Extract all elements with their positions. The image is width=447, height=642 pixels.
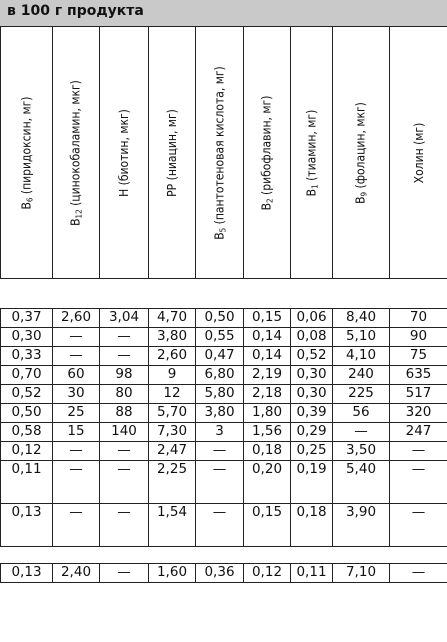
table-cell: 0,19 bbox=[291, 461, 333, 504]
table-cell: 2,25 bbox=[149, 461, 196, 504]
table-cell: 0,12 bbox=[244, 564, 291, 583]
table-cell: — bbox=[333, 423, 390, 442]
column-header-label bbox=[69, 80, 84, 226]
column-header-main: B bbox=[68, 217, 83, 226]
column-header-subscript: 1 bbox=[310, 183, 319, 189]
table-cell: 4,10 bbox=[333, 347, 390, 366]
table-cell: — bbox=[100, 442, 149, 461]
table-row bbox=[1, 366, 447, 385]
table-cell: 3,80 bbox=[149, 328, 196, 347]
table-cell: 1,80 bbox=[244, 404, 291, 423]
table-cell: 12 bbox=[149, 385, 196, 404]
table-cell: 0,11 bbox=[1, 461, 53, 504]
table-cell: 0,15 bbox=[244, 504, 291, 547]
column-header-main: B bbox=[19, 201, 33, 210]
table-cell: 0,50 bbox=[196, 309, 244, 328]
table-cell: 0,30 bbox=[291, 385, 333, 404]
column-header-text: (рибофлавин, мг) bbox=[259, 95, 274, 198]
column-header-label bbox=[412, 122, 426, 183]
table-cell: 5,40 bbox=[333, 461, 390, 504]
table-cell: 56 bbox=[333, 404, 390, 423]
table-cell: 0,52 bbox=[1, 385, 53, 404]
table-cell: 0,33 bbox=[1, 347, 53, 366]
table-cell: 225 bbox=[333, 385, 390, 404]
table-cell: 0,18 bbox=[244, 442, 291, 461]
table-cell: 5,70 bbox=[149, 404, 196, 423]
table-cell: 0,52 bbox=[291, 347, 333, 366]
table-cell: — bbox=[100, 347, 149, 366]
column-header bbox=[100, 27, 149, 279]
column-header-text: (цинокобаламин, мкг) bbox=[68, 79, 83, 209]
table-cell: 25 bbox=[53, 404, 100, 423]
table-cell: 2,60 bbox=[53, 309, 100, 328]
table-cell: 0,14 bbox=[244, 347, 291, 366]
column-header-text: (тиамин, мг) bbox=[304, 109, 318, 184]
vitamin-table bbox=[0, 26, 447, 583]
table-cell: 75 bbox=[390, 347, 447, 366]
table-cell: 0,13 bbox=[1, 504, 53, 547]
table-cell: 0,06 bbox=[291, 309, 333, 328]
column-header bbox=[196, 27, 244, 279]
table-cell: 140 bbox=[100, 423, 149, 442]
table-row bbox=[1, 442, 447, 461]
table-cell: 6,80 bbox=[196, 366, 244, 385]
table-cell: 0,36 bbox=[196, 564, 244, 583]
table-cell: 240 bbox=[333, 366, 390, 385]
table-cell: 60 bbox=[53, 366, 100, 385]
table-cell: 0,14 bbox=[244, 328, 291, 347]
table-cell: 247 bbox=[390, 423, 447, 442]
table-cell: 0,20 bbox=[244, 461, 291, 504]
table-cell: 0,12 bbox=[1, 442, 53, 461]
table-cell: 98 bbox=[100, 366, 149, 385]
table-cell: 1,54 bbox=[149, 504, 196, 547]
table-cell: 5,10 bbox=[333, 328, 390, 347]
table-title: в 100 г продукта bbox=[7, 3, 144, 19]
table-cell: 0,13 bbox=[1, 564, 53, 583]
table-row bbox=[1, 461, 447, 504]
table-row bbox=[1, 347, 447, 366]
table-cell: — bbox=[390, 504, 447, 547]
table-cell: 3 bbox=[196, 423, 244, 442]
column-header-main: Холин (мг) bbox=[411, 122, 426, 183]
table-cell: — bbox=[196, 504, 244, 547]
header-row bbox=[1, 27, 447, 279]
column-header-main: B bbox=[304, 188, 318, 196]
table-cell: 1,60 bbox=[149, 564, 196, 583]
table-cell: 15 bbox=[53, 423, 100, 442]
table-cell: 0,08 bbox=[291, 328, 333, 347]
column-header-main: B bbox=[212, 231, 226, 240]
table-cell: — bbox=[196, 442, 244, 461]
column-header-subscript: 12 bbox=[74, 208, 84, 218]
table-cell: 0,18 bbox=[291, 504, 333, 547]
column-header-label bbox=[165, 109, 179, 197]
table-title-bar bbox=[0, 0, 447, 27]
column-header-label bbox=[260, 95, 275, 210]
table-cell: 0,25 bbox=[291, 442, 333, 461]
table-row bbox=[1, 404, 447, 423]
table-row bbox=[1, 309, 447, 328]
table-cell: 2,18 bbox=[244, 385, 291, 404]
table-cell: 7,10 bbox=[333, 564, 390, 583]
table-cell: 0,29 bbox=[291, 423, 333, 442]
table-cell: 1,56 bbox=[244, 423, 291, 442]
table-cell: 88 bbox=[100, 404, 149, 423]
table-cell: 0,30 bbox=[1, 328, 53, 347]
column-header-main: B bbox=[353, 196, 368, 204]
column-header bbox=[244, 27, 291, 279]
table-cell: 2,47 bbox=[149, 442, 196, 461]
table-cell: — bbox=[390, 442, 447, 461]
section-gap-cell bbox=[1, 279, 447, 309]
column-header bbox=[1, 27, 53, 279]
column-header-subscript: 9 bbox=[359, 191, 369, 196]
column-header-subscript: 2 bbox=[265, 197, 275, 203]
table-cell: — bbox=[53, 328, 100, 347]
table-cell: — bbox=[100, 328, 149, 347]
table-cell: 2,19 bbox=[244, 366, 291, 385]
table-cell: 8,40 bbox=[333, 309, 390, 328]
table-cell: — bbox=[53, 504, 100, 547]
table-row bbox=[1, 385, 447, 404]
table-cell: — bbox=[53, 442, 100, 461]
table-cell: 30 bbox=[53, 385, 100, 404]
table-cell: 0,37 bbox=[1, 309, 53, 328]
table-cell: 0,39 bbox=[291, 404, 333, 423]
table-cell: 2,60 bbox=[149, 347, 196, 366]
table-cell: 635 bbox=[390, 366, 447, 385]
table-cell: — bbox=[100, 461, 149, 504]
table-cell: 9 bbox=[149, 366, 196, 385]
table-cell: 0,30 bbox=[291, 366, 333, 385]
table-cell: — bbox=[196, 461, 244, 504]
table-cell: 320 bbox=[390, 404, 447, 423]
table-row bbox=[1, 328, 447, 347]
table-cell: 0,55 bbox=[196, 328, 244, 347]
table-cell: 0,15 bbox=[244, 309, 291, 328]
table-cell: 0,58 bbox=[1, 423, 53, 442]
column-header bbox=[53, 27, 100, 279]
table-row bbox=[1, 564, 447, 583]
table-cell: 80 bbox=[100, 385, 149, 404]
table-cell: 2,40 bbox=[53, 564, 100, 583]
table-cell: — bbox=[53, 347, 100, 366]
column-header-text: (пиридоксин, мг) bbox=[19, 95, 33, 198]
column-header-main: B bbox=[259, 202, 274, 210]
section-spacer-cell bbox=[1, 547, 447, 564]
column-header-label bbox=[354, 102, 369, 204]
column-header-label bbox=[19, 96, 34, 209]
column-header-label bbox=[117, 109, 131, 197]
section-gap bbox=[1, 279, 447, 309]
column-header bbox=[291, 27, 333, 279]
column-header-label bbox=[212, 66, 227, 240]
column-header-subscript: 6 bbox=[25, 197, 34, 202]
table-cell: 0,50 bbox=[1, 404, 53, 423]
column-header bbox=[333, 27, 390, 279]
column-header-subscript: 5 bbox=[218, 227, 227, 232]
section-spacer bbox=[1, 547, 447, 564]
column-header-main: PP (ниацин, мг) bbox=[165, 108, 179, 197]
table-cell: 7,30 bbox=[149, 423, 196, 442]
column-header bbox=[390, 27, 447, 279]
table-cell: 5,80 bbox=[196, 385, 244, 404]
column-header bbox=[149, 27, 196, 279]
table-cell: 517 bbox=[390, 385, 447, 404]
table-cell: — bbox=[53, 461, 100, 504]
table-cell: — bbox=[100, 564, 149, 583]
table-cell: 0,11 bbox=[291, 564, 333, 583]
table-cell: 70 bbox=[390, 309, 447, 328]
table-cell: 0,47 bbox=[196, 347, 244, 366]
column-header-main: H (биотин, мкг) bbox=[117, 108, 131, 197]
table-cell: 4,70 bbox=[149, 309, 196, 328]
table-cell: — bbox=[100, 504, 149, 547]
table-cell: 0,70 bbox=[1, 366, 53, 385]
table-cell: 3,90 bbox=[333, 504, 390, 547]
table-cell: 3,04 bbox=[100, 309, 149, 328]
column-header-text: (фолацин, мкг) bbox=[353, 101, 368, 192]
table-cell: — bbox=[390, 564, 447, 583]
column-header-text: (пантотеновая кислота, мг) bbox=[212, 65, 226, 228]
table-row bbox=[1, 504, 447, 547]
table-cell: 90 bbox=[390, 328, 447, 347]
table-cell: — bbox=[390, 461, 447, 504]
table-row bbox=[1, 423, 447, 442]
table-cell: 3,50 bbox=[333, 442, 390, 461]
column-header-label bbox=[304, 109, 319, 196]
table-cell: 3,80 bbox=[196, 404, 244, 423]
